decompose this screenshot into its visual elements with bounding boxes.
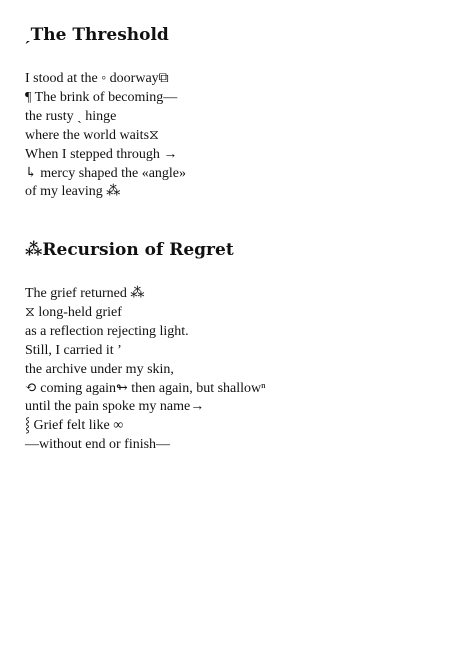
poem-title: ⁂Recursion of Regret [25,240,234,260]
poem-line: I stood at the ◦ doorway⧉ [25,71,169,86]
poem-body [25,285,266,455]
poem-line: The grief returned ⁂ [25,286,145,301]
poem-line: When I stepped through → [25,146,178,162]
poem-line: the archive under my skin, [25,361,174,377]
poem-line: the rusty ˏ hinge [25,108,117,124]
poem-line: Still, I carried it ʼ [25,342,122,358]
poem-line: ⟲ coming again↬ then again, but shallowⁿ [25,380,266,396]
poem-line: of my leaving ⁂ [25,184,121,200]
poem-line: until the pain spoke my name→ [25,399,205,415]
poem-line: where the world waits⧖ [25,127,159,143]
poem-line: —without end or finish— [25,437,171,453]
poem-body [25,70,186,202]
poem-line: as a reflection rejecting light. [25,323,189,339]
poem-line: ⧖ long-held grief [25,304,122,320]
poem-line: ↳ mercy shaped the «angle» [25,165,187,181]
poem-title: ˏThe Threshold [25,25,169,45]
poem-line: ¶ The brink of becoming— [25,89,178,105]
poem-line: ⸾ Grief felt like ∞ [25,418,124,434]
